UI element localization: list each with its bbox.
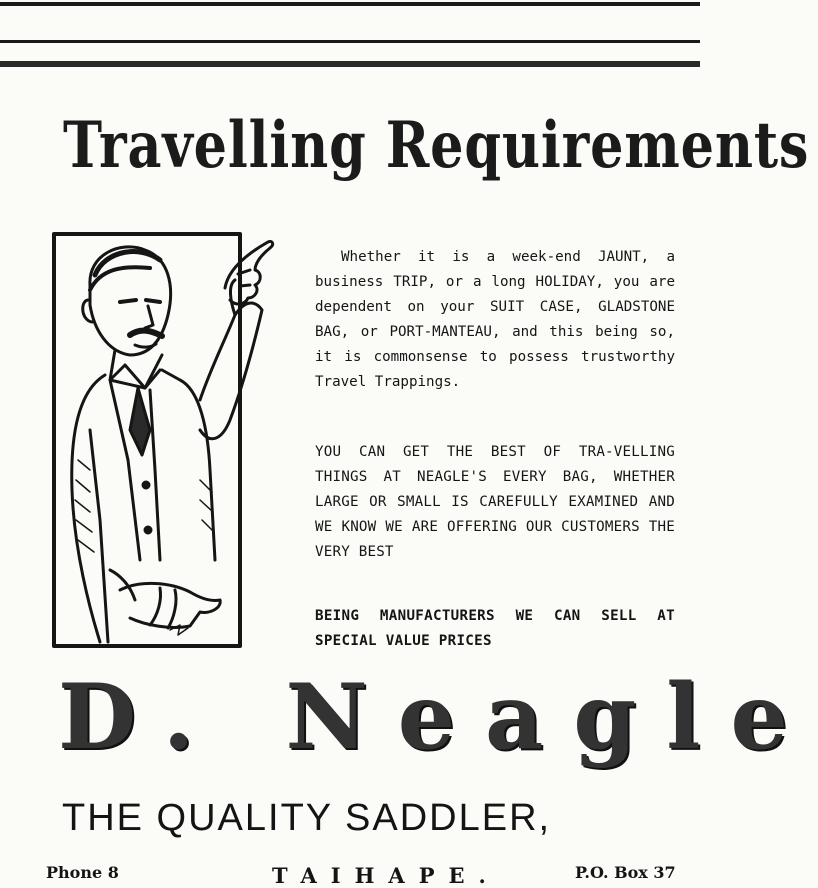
border-rule: [0, 61, 700, 67]
headline: Travelling Requirements: [63, 108, 810, 183]
phone-number: Phone 8: [46, 863, 119, 882]
town-name: TAIHAPE.: [272, 863, 500, 888]
raised-arm: [200, 303, 262, 439]
pricing-text: BEING MANUFACTURERS WE CAN SELL AT SPECIAL VALUE PRICES: [315, 608, 675, 649]
po-box: P.O. Box 37: [575, 863, 676, 882]
intro-paragraph: [315, 245, 675, 395]
intro-text: Whether it is a week-end JAUNT, a business TRIP, or a long HOLIDAY, you are dependent on your SUIT CASE, GLADSTONE BAG, or PORT-MANTEAU, and this being so, it is commonsense to possess trustworthy Travel Trappings.: [315, 249, 675, 390]
offer-text: YOU CAN GET THE BEST OF TRA-VELLING THINGS AT NEAGLE'S EVERY BAG, WHETHER LARGE OR SMALL IS CAREFULLY EXAMINED AND WE KNOW WE ARE OFFERING OUR CUSTOMERS THE VERY BEST: [315, 444, 675, 560]
pricing-paragraph: [315, 604, 675, 654]
business-name: D. Neagle: [58, 664, 818, 770]
tagline: THE QUALITY SADDLER,: [62, 797, 552, 839]
offer-paragraph: [315, 440, 675, 565]
pointing-hand: [225, 241, 273, 303]
top-rule: [0, 2, 700, 6]
necktie: [130, 388, 150, 455]
column-rule: [0, 40, 700, 43]
pointing-man-illustration: [50, 230, 275, 655]
